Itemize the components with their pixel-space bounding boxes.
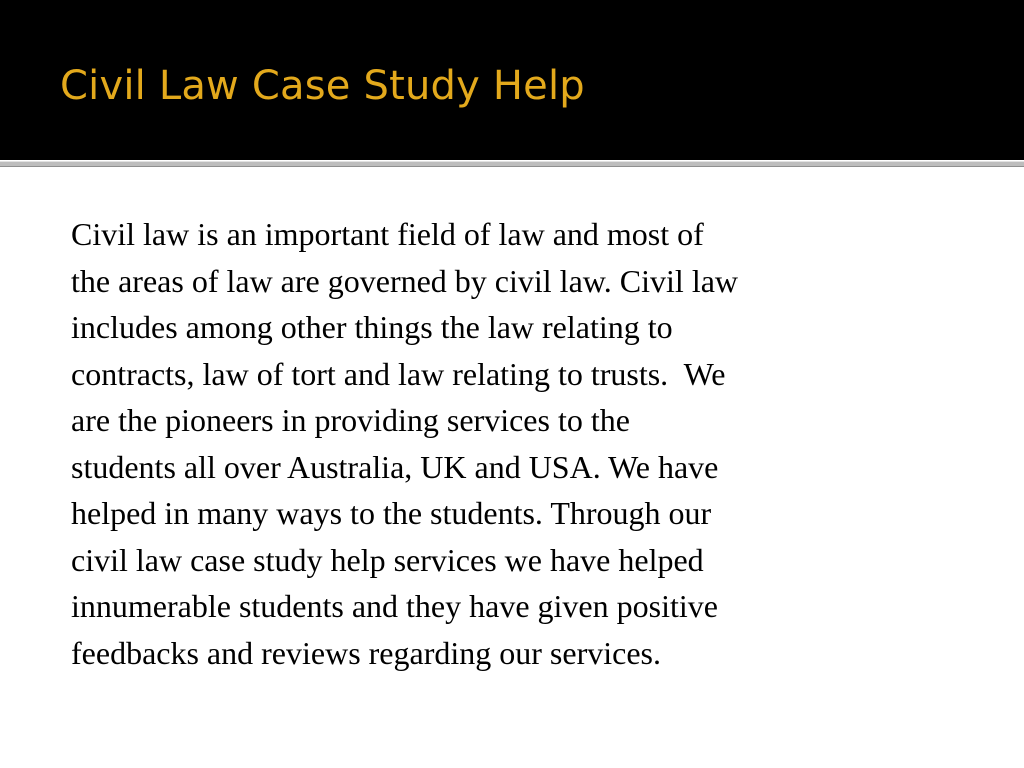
body-line-8: civil law case study help services we have helped [71,541,704,578]
title-bar [0,0,1024,160]
body-line-10: feedbacks and reviews regarding our services. [71,634,661,671]
body-line-9: innumerable students and they have given positive [71,588,718,624]
body-line-5: are the pioneers in providing services to the [71,402,630,438]
slide-body-text [71,211,971,676]
body-line-1: Civil law is an important field of law and most of [71,216,704,252]
body-line-3: includes among other things the law relating to [71,309,673,345]
slide-title: Civil Law Case Study Help [60,63,585,109]
body-line-4: contracts, law of tort and law relating to trusts. We [71,355,726,392]
body-line-6: students all over Australia, UK and USA. We have [71,448,719,485]
body-line-2: the areas of law are governed by civil law. Civil law [71,262,739,299]
title-divider [0,161,1024,167]
body-line-7: helped in many ways to the students. Through our [71,495,712,531]
